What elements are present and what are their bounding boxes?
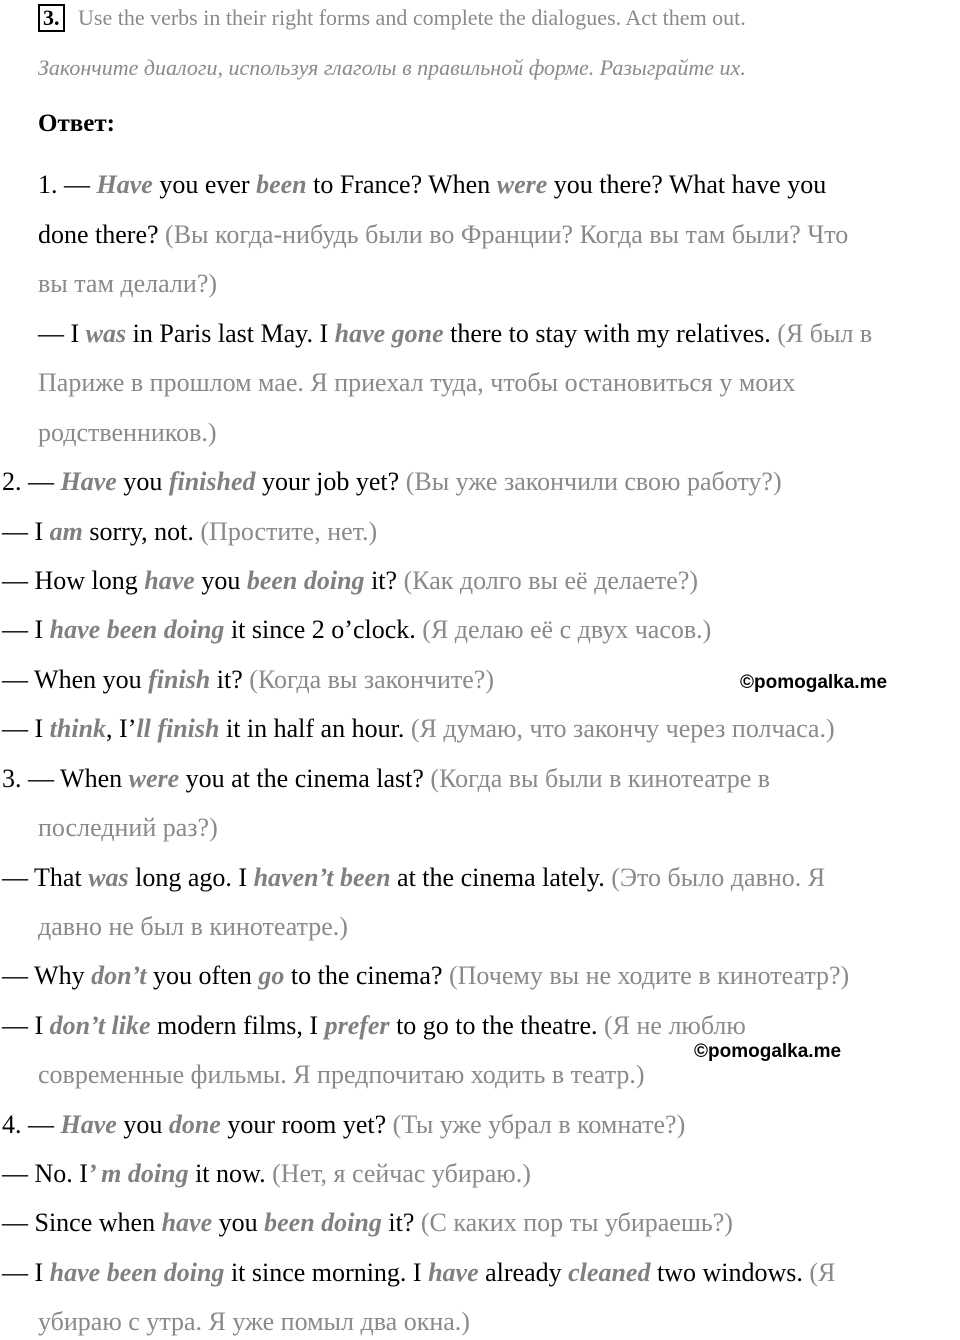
translation-text: (Нет, я сейчас убираю.) <box>272 1159 531 1188</box>
dialogue-text: you <box>116 1110 169 1139</box>
dialogue-text: — No. I <box>2 1159 88 1188</box>
dialogue-line <box>38 368 795 398</box>
verb-answer: have <box>144 566 195 595</box>
dialogue-text: it now. <box>188 1159 273 1188</box>
verb-answer: have gone <box>334 319 444 348</box>
watermark: ©pomogalka.me <box>694 1041 842 1062</box>
verb-answer: have been doing <box>49 1258 225 1287</box>
dialogue-line <box>2 615 711 645</box>
dialogue-text: it since 2 o’clock. <box>224 615 423 644</box>
dialogue-line <box>2 714 835 744</box>
dialogue-text: long ago. I <box>128 863 254 892</box>
translation-text: Париже в прошлом мае. Я приехал туда, чтобы остановиться у моих <box>38 368 796 397</box>
translation-text: убираю с утра. Я уже помыл два окна.) <box>38 1307 470 1336</box>
dialogue-line <box>38 418 217 448</box>
dialogue-text: two windows. <box>650 1258 810 1287</box>
dialogue-text: already <box>478 1258 569 1287</box>
dialogue-text: there to stay with my relatives. <box>443 319 778 348</box>
dialogue-text: , I’ <box>106 714 137 743</box>
dialogue-text: 2. — <box>2 467 61 496</box>
dialogue-text: your job yet? <box>255 467 406 496</box>
verb-answer: think <box>49 714 107 743</box>
dialogue-text: you ever <box>152 170 257 199</box>
dialogue-text: you <box>212 1208 265 1237</box>
dialogue-text: — I <box>38 319 86 348</box>
verb-answer: cleaned <box>568 1258 651 1287</box>
verb-answer: prefer <box>324 1011 390 1040</box>
dialogue-text: — I <box>2 615 50 644</box>
dialogue-text: — I <box>2 517 50 546</box>
translation-text: современные фильмы. Я предпочитаю ходить в театр.) <box>38 1060 645 1089</box>
translation-text: (Это было давно. Я <box>611 863 826 892</box>
dialogue-line <box>38 220 848 250</box>
translation-text: (С каких пор ты убираешь?) <box>420 1208 733 1237</box>
verb-answer: was <box>85 319 127 348</box>
verb-answer: Have <box>60 1110 117 1139</box>
watermark: ©pomogalka.me <box>740 672 888 693</box>
verb-answer: Have <box>60 467 117 496</box>
dialogue-text: — When you <box>2 665 149 694</box>
dialogue-text: you often <box>146 961 259 990</box>
dialogue-line <box>2 1208 733 1238</box>
dialogue-text: to go to the theatre. <box>389 1011 604 1040</box>
dialogue-line <box>2 863 825 893</box>
exercise-number: 3. <box>38 4 65 32</box>
translation-text: последний раз?) <box>38 813 218 842</box>
verb-answer: don’t <box>91 961 147 990</box>
verb-answer: don’t like <box>49 1011 151 1040</box>
dialogue-text: to the cinema? <box>284 961 449 990</box>
dialogue-line <box>2 566 698 596</box>
verb-answer: haven’t been <box>253 863 391 892</box>
verb-answer: finished <box>168 467 256 496</box>
dialogue-text: — I <box>2 714 50 743</box>
dialogue-text: done there? <box>38 220 166 249</box>
translation-text: (Почему вы не ходите в кинотеатр?) <box>449 961 850 990</box>
dialogue-line <box>2 764 770 794</box>
answer-label: Ответ: <box>38 110 115 137</box>
dialogue-text: — Why <box>2 961 92 990</box>
verb-answer: Have <box>96 170 153 199</box>
dialogue-text: it? <box>210 665 250 694</box>
translation-text: (Я думаю, что закончу через полчаса.) <box>410 714 835 743</box>
translation-text: (Ты уже убрал в комнате?) <box>392 1110 686 1139</box>
exercise-instruction: Use the verbs in their right forms and complete the dialogues. Act them out. <box>78 5 746 30</box>
verb-answer: ll finish <box>136 714 220 743</box>
translation-text: (Когда вы закончите?) <box>249 665 494 694</box>
dialogue-text: modern films, I <box>150 1011 325 1040</box>
dialogue-line <box>38 1060 645 1090</box>
verb-answer: were <box>128 764 180 793</box>
translation-text: (Вы когда-нибудь были во Франции? Когда вы там были? Что <box>165 220 849 249</box>
translation-text: родственников.) <box>38 418 217 447</box>
dialogue-line <box>38 170 826 200</box>
dialogue-line <box>38 912 348 942</box>
translation-text: (Вы уже закончили свою работу?) <box>405 467 782 496</box>
dialogue-text: at the cinema lately. <box>390 863 612 892</box>
dialogue-text: — That <box>2 863 89 892</box>
verb-answer: have been doing <box>49 615 225 644</box>
dialogue-text: — How long <box>2 566 145 595</box>
dialogue-line <box>38 813 218 843</box>
verb-answer: have <box>161 1208 213 1237</box>
verb-answer: ’ m doing <box>87 1159 189 1188</box>
dialogue-text: you <box>116 467 169 496</box>
dialogue-line <box>38 269 217 299</box>
translation-text: (Простите, нет.) <box>200 517 378 546</box>
verb-answer: am <box>49 517 83 546</box>
dialogue-line <box>2 1011 746 1041</box>
dialogue-text: sorry, not. <box>82 517 201 546</box>
dialogue-line <box>2 517 377 547</box>
translation-text: (Как долго вы её делаете?) <box>403 566 699 595</box>
exercise-header <box>38 4 746 32</box>
verb-answer: go <box>258 961 285 990</box>
dialogue-text: — I <box>2 1258 50 1287</box>
translation-text: давно не был в кинотеатре.) <box>38 912 348 941</box>
dialogue-text: it? <box>364 566 404 595</box>
translation-text: вы там делали?) <box>38 269 218 298</box>
dialogue-line <box>2 961 849 991</box>
verb-answer: finish <box>148 665 211 694</box>
dialogue-line <box>2 1258 835 1288</box>
dialogue-text: 4. — <box>2 1110 61 1139</box>
dialogue-text: in Paris last May. I <box>126 319 335 348</box>
dialogue-text: 1. — <box>38 170 97 199</box>
dialogue-line <box>2 1159 531 1189</box>
dialogue-line <box>38 319 872 349</box>
verb-answer: been doing <box>246 566 365 595</box>
dialogue-text: it since morning. I <box>224 1258 429 1287</box>
dialogue-line <box>38 1307 470 1337</box>
translation-text: (Я <box>809 1258 836 1287</box>
translation-text: (Когда вы были в кинотеатре в <box>430 764 771 793</box>
translation-text: (Я делаю её с двух часов.) <box>422 615 712 644</box>
translation-text: (Я не люблю <box>604 1011 746 1040</box>
dialogue-text: — Since when <box>2 1208 162 1237</box>
dialogue-line <box>2 467 782 497</box>
dialogue-text: it? <box>381 1208 421 1237</box>
dialogue-text: your room yet? <box>220 1110 393 1139</box>
dialogue-text: it in half an hour. <box>219 714 411 743</box>
dialogue-line <box>2 1110 685 1140</box>
verb-answer: have <box>428 1258 479 1287</box>
verb-answer: been <box>256 170 307 199</box>
dialogue-text: — I <box>2 1011 50 1040</box>
dialogue-line <box>2 665 494 695</box>
dialogue-text: you at the cinema last? <box>179 764 431 793</box>
verb-answer: was <box>88 863 129 892</box>
verb-answer: done <box>168 1110 221 1139</box>
verb-answer: were <box>496 170 548 199</box>
dialogue-text: 3. — When <box>2 764 129 793</box>
translation-text: (Я был в <box>777 319 873 348</box>
dialogue-text: to France? When <box>306 170 497 199</box>
exercise-instruction-ru: Закончите диалоги, используя глаголы в правильной форме. Разыграйте их. <box>38 55 746 80</box>
dialogue-text: you <box>194 566 247 595</box>
dialogue-text: you there? What have you <box>547 170 827 199</box>
verb-answer: been doing <box>264 1208 382 1237</box>
